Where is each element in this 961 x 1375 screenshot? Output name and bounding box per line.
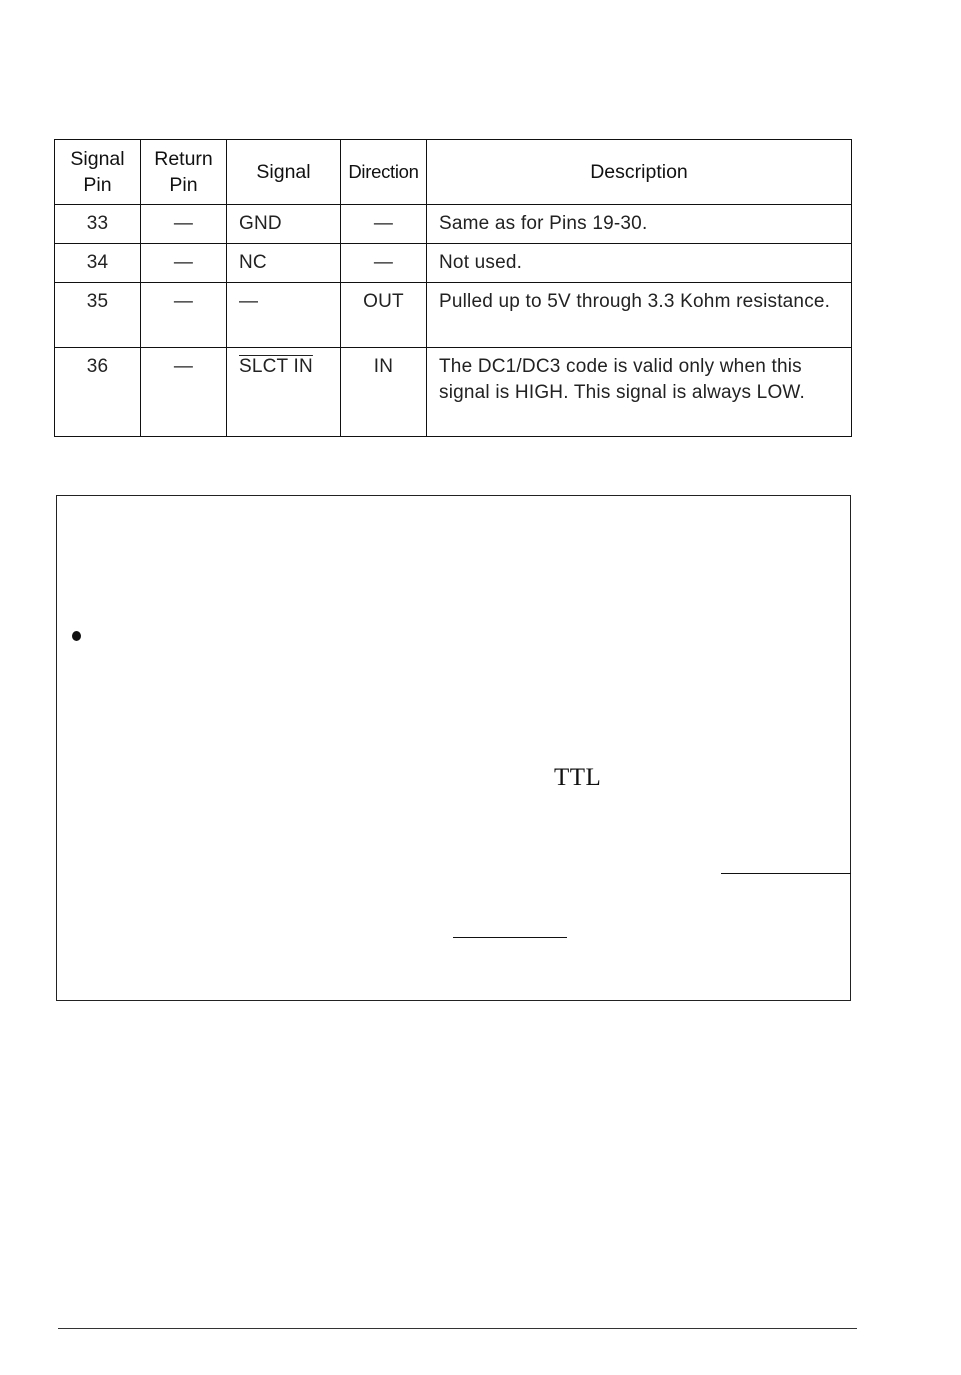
header-signal-pin: Signal Pin <box>55 140 141 205</box>
header-signal: Signal <box>227 140 341 205</box>
cell-signal: — <box>227 283 341 348</box>
footer-rule <box>58 1328 857 1329</box>
cell-signal-pin: 35 <box>55 283 141 348</box>
cell-signal-pin: 34 <box>55 244 141 283</box>
table-row <box>55 205 852 244</box>
header-description: Description <box>427 140 852 205</box>
header-direction: Direction <box>341 140 427 205</box>
table-row <box>55 283 852 348</box>
cell-signal-pin: 33 <box>55 205 141 244</box>
table-header-row <box>55 140 852 205</box>
pin-assignment-table <box>54 139 852 437</box>
cell-return-pin: — <box>141 244 227 283</box>
cell-description: The DC1/DC3 code is valid only when this signal is HIGH. This signal is always LOW. <box>427 348 852 437</box>
cell-return-pin: — <box>141 348 227 437</box>
cell-signal: SLCT IN <box>227 348 341 437</box>
note-box <box>56 495 851 1001</box>
cell-direction: — <box>341 244 427 283</box>
cell-signal: GND <box>227 205 341 244</box>
cell-direction: OUT <box>341 283 427 348</box>
cell-description: Pulled up to 5V through 3.3 Kohm resistance. <box>427 283 852 348</box>
cell-description: Not used. <box>427 244 852 283</box>
table-row <box>55 244 852 283</box>
cell-return-pin: — <box>141 205 227 244</box>
cell-signal: NC <box>227 244 341 283</box>
cell-signal-pin: 36 <box>55 348 141 437</box>
cell-return-pin: — <box>141 283 227 348</box>
cell-description: Same as for Pins 19-30. <box>427 205 852 244</box>
cell-direction: IN <box>341 348 427 437</box>
table-row <box>55 348 852 437</box>
overline-rule <box>721 873 851 874</box>
header-return-pin: Return Pin <box>141 140 227 205</box>
bullet-dot-icon <box>72 631 81 641</box>
cell-direction: — <box>341 205 427 244</box>
ttl-fragment-text: TTL <box>554 764 602 791</box>
overline-rule <box>453 937 567 938</box>
